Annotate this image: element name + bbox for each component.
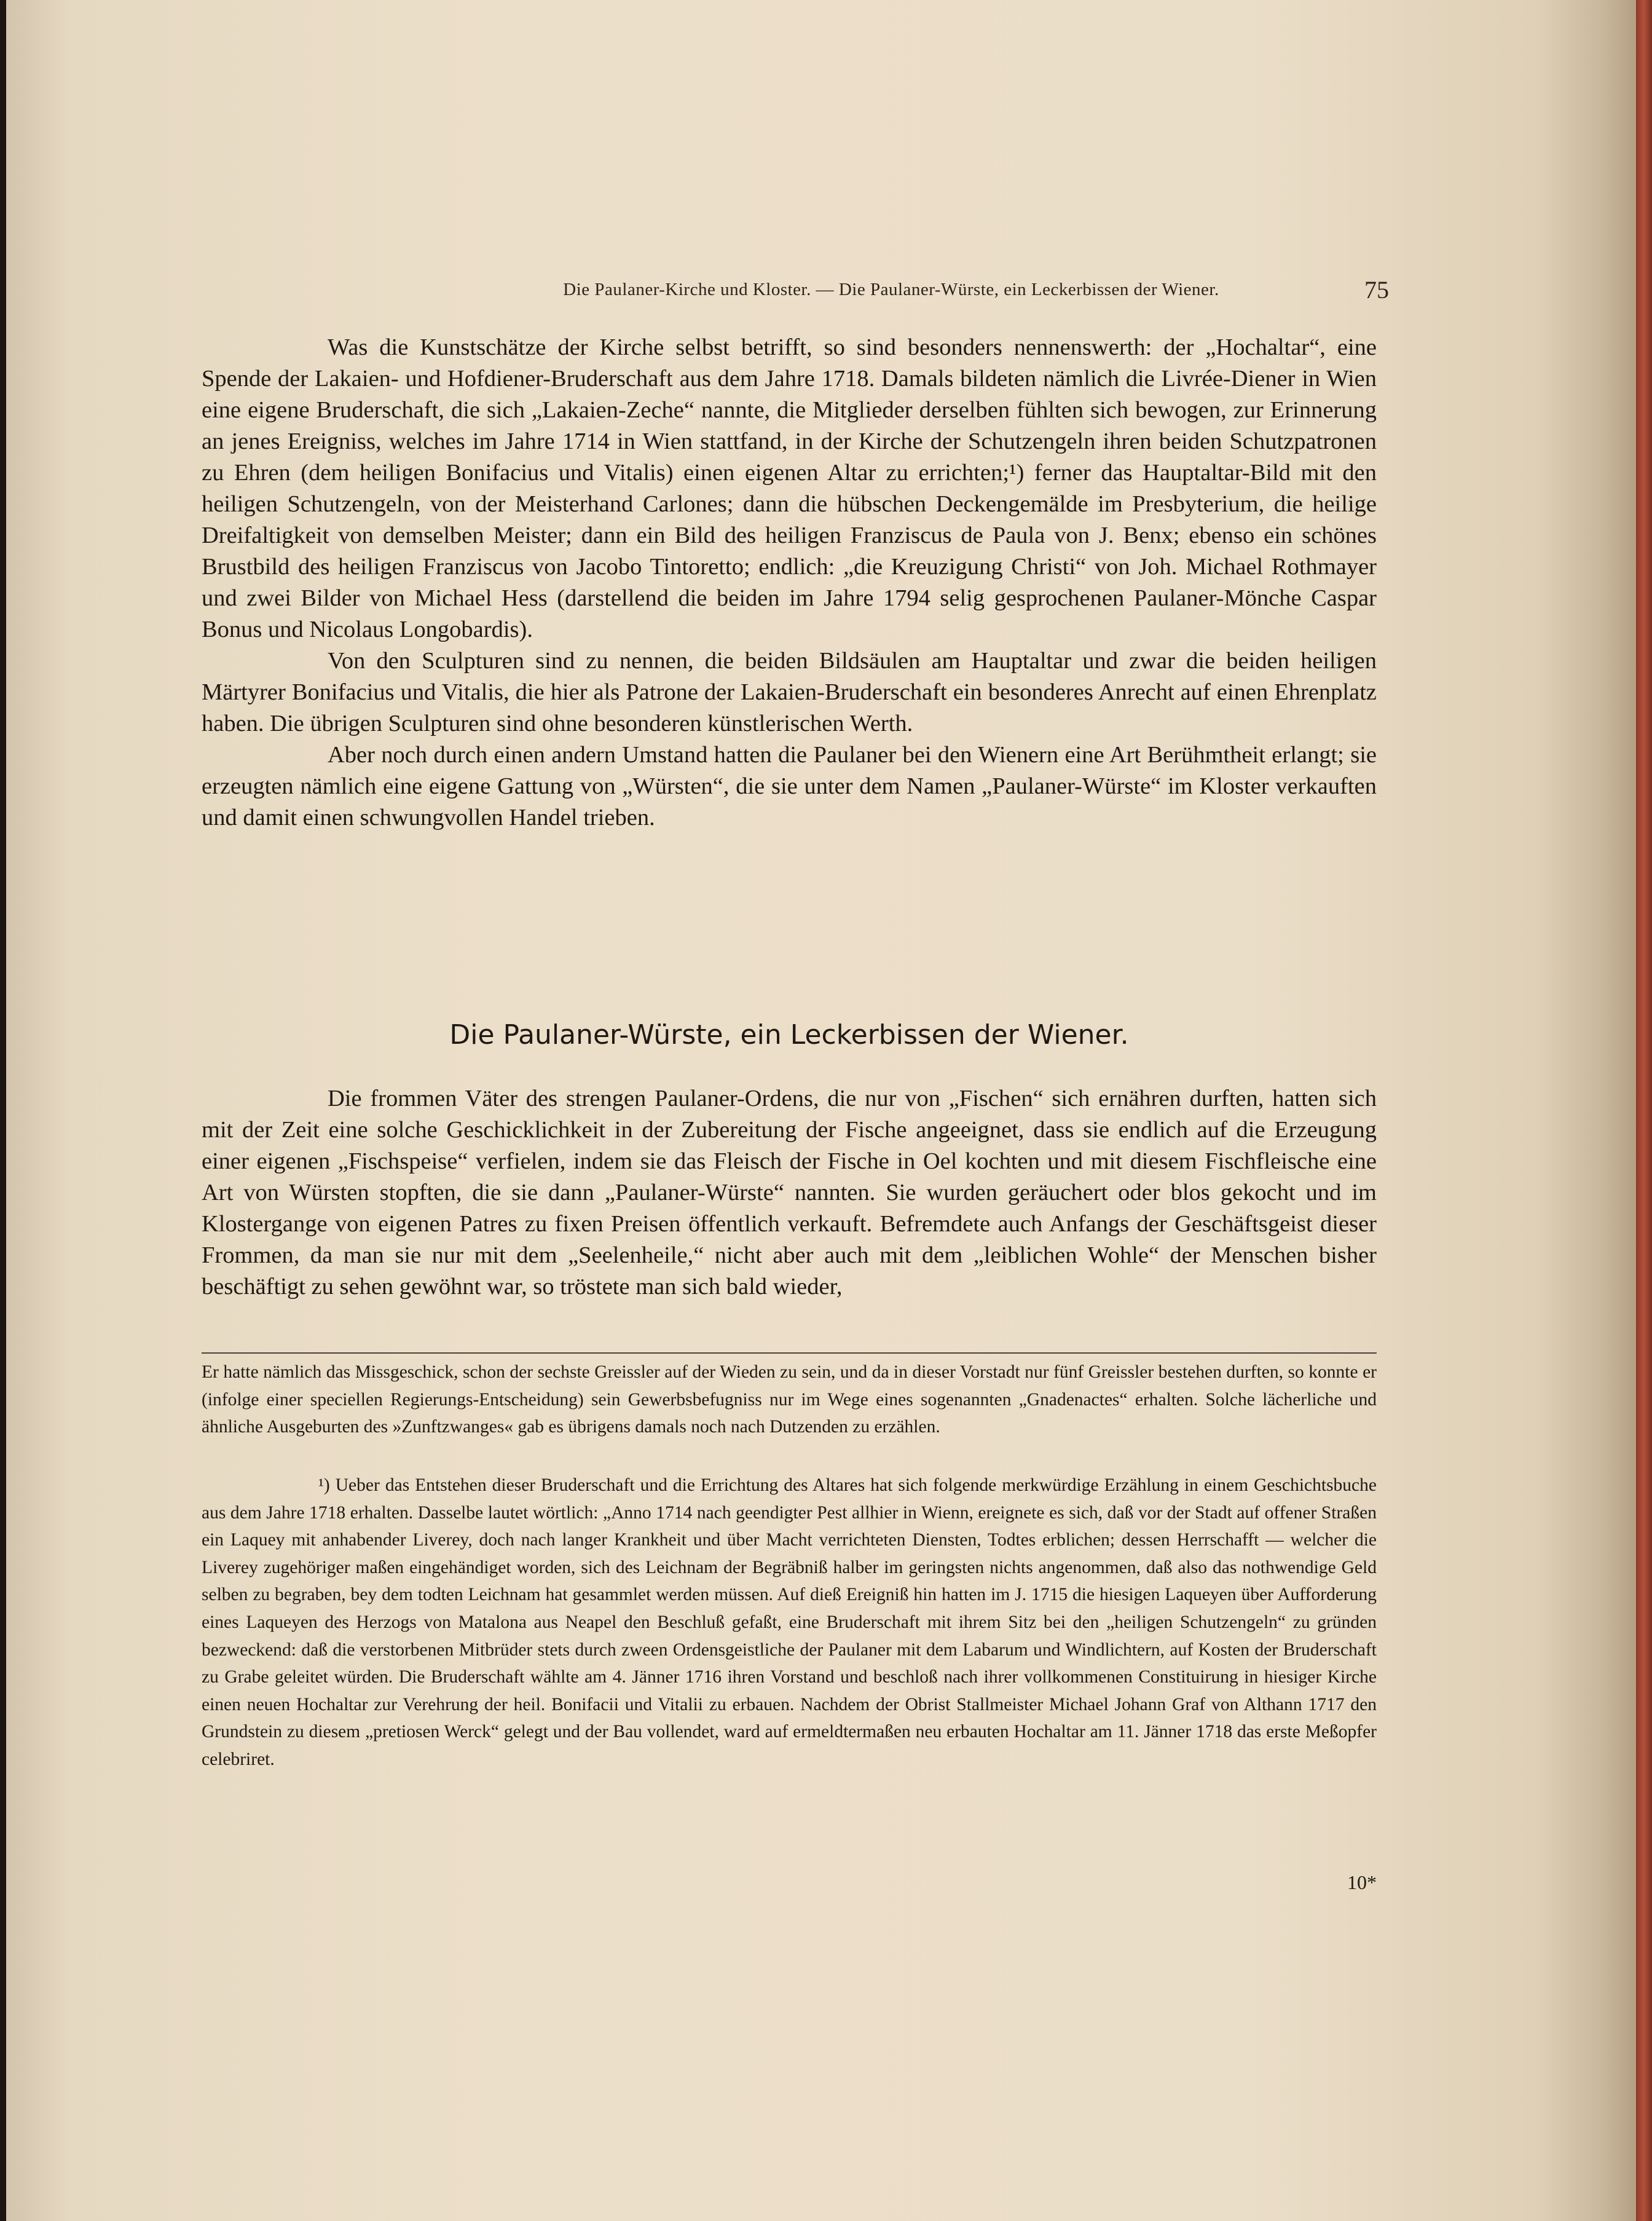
paragraph: Was die Kunstschätze der Kirche selbst betrifft, so sind besonders nennenswerth: der „Hochaltar“, eine Spende der Lakaien- und Hofdiener-Bruderschaft aus dem Jahre 1718. Damals bildeten nämlich die Livrée-Diener in Wien eine eigene Bruderschaft, die sich „Lakaien-Zeche“ nannte, die Mitglieder derselben fühlten sich bewogen, zur Erinnerung an jenes Ereigniss, welches im Jahre 1714 in Wien stattfand, in der Kirche der Schutzengeln ihren beiden Schutzpatronen zu Ehren (dem heiligen Bonifacius und Vitalis) einen eigenen Altar zu errichten;¹) ferner das Hauptaltar-Bild mit den heiligen Schutzengeln, von der Meisterhand Carlones; dann die hübschen Deckengemälde im Presbyterium, die heilige Dreifaltigkeit von demselben Meister; dann ein Bild des heiligen Franziscus de Paula von J. Benx; ebenso ein schönes Brustbild des heiligen Franziscus von Jacobo Tintoretto; endlich: „die Kreuzigung Christi“ von Joh. Michael Rothmayer und zwei Bilder von Michael Hess (darstellend die beiden im Jahre 1794 selig gesprochenen Paulaner-Mönche Caspar Bonus und Nicolaus Longobardis).: [202, 334, 1377, 642]
running-header: Die Paulaner-Kirche und Kloster. — Die Paulaner-Würste, ein Leckerbissen der Wiener.: [563, 280, 1219, 299]
page-number: 75: [1364, 276, 1389, 304]
footnote-1: [202, 1472, 1377, 1773]
footnote-continuation: [202, 1359, 1377, 1441]
section-kunstschaetze: [202, 332, 1377, 834]
footnote-text: Er hatte nämlich das Missgeschick, schon der sechste Greissler auf der Wieden zu sein, und da in dieser Vorstadt nur fünf Greissler bestehen durften, so konnte er (infolge einer speciellen Regierungs-Entscheidung) sein Gewerbsbefugniss nur im Wege eines sogenannten „Gnadenactes“ erhalten. Solche lächerliche und ähnliche Ausgeburten des »Zunftzwanges« gab es übrigens damals noch nach Dutzenden zu erzählen.: [202, 1362, 1377, 1437]
paragraph: Die frommen Väter des strengen Paulaner-Ordens, die nur von „Fischen“ sich ernähren durften, hatten sich mit der Zeit eine solche Geschicklichkeit in der Zubereitung der Fische angeeignet, dass sie endlich auf die Erzeugung einer eigenen „Fischspeise“ verfielen, indem sie das Fleisch der Fische in Oel kochten und mit diesem Fischfleische eine Art von Würsten stopften, die sie dann „Paulaner-Würste“ nannten. Sie wurden geräuchert oder blos gekocht und im Klostergange von eigenen Patres zu fixen Preisen öffentlich verkauft. Befremdete auch Anfangs der Geschäftsgeist dieser Frommen, da man sie nur mit dem „Seelenheile,“ nicht aber auch mit dem „leiblichen Wohle“ der Menschen bisher beschäftigt zu sehen gewöhnt war, so tröstete man sich bald wieder,: [202, 1086, 1377, 1300]
page-edge: [1636, 0, 1652, 2221]
paragraph: Von den Sculpturen sind zu nennen, die beiden Bildsäulen am Hauptaltar und zwar die beiden heiligen Märtyrer Bonifacius und Vitalis, die hier als Patrone der Lakaien-Bruderschaft ein besonderes Anrecht auf einen Ehrenplatz haben. Die übrigen Sculpturen sind ohne besonderen künstlerischen Werth.: [202, 648, 1377, 736]
paragraph: Aber noch durch einen andern Umstand hatten die Paulaner bei den Wienern eine Art Berühmtheit erlangt; sie erzeugten nämlich eine eigene Gattung von „Würsten“, die sie unter dem Namen „Paulaner-Würste“ im Kloster verkauften und damit einen schwungvollen Handel trieben.: [202, 742, 1377, 830]
footnote-rule: [202, 1352, 1377, 1354]
section-heading: Die Paulaner-Würste, ein Leckerbissen der Wiener.: [449, 1019, 1129, 1051]
footnote-text: ¹) Ueber das Entstehen dieser Bruderschaft und die Errichtung des Altares hat sich folgende merkwürdige Erzählung in einem Geschichtsbuche aus dem Jahre 1718 erhalten. Dasselbe lautet wörtlich: „Anno 1714 nach geendigter Pest allhier in Wienn, ereignete es sich, daß vor der Stadt auf offener Straßen ein Laquey mit anhabender Liverey, doch nach langer Krankheit und über Macht verrichteten Diensten, Todtes erblichen; dessen Herrschafft — welcher die Liverey zugehöriger maßen eingehändiget worden, sich des Leichnam der Begräbniß halber im geringsten nichts angenommen, daß also das nothwendige Geld selben zu begraben, bey dem todten Leichnam hat gesammlet werden müssen. Auf dieß Ereigniß hin hatten im J. 1715 die hiesigen Laqueyen über Aufforderung eines Laqueyen des Herzogs von Matalona aus Neapel den Beschluß gefaßt, eine Bruderschaft mit ihrem Sitz bei den „heiligen Schutzengeln“ zu gründen bezweckend: daß die verstorbenen Mitbrüder stets durch zween Ordensgeistliche der Paulaner mit dem Labarum und Windlichtern, auf Kosten der Bruderschaft zu Grabe geleitet würden. Die Bruderschaft wählte am 4. Jänner 1716 ihren Vorstand und beschloß nach ihrer vollkommenen Constituirung in hiesiger Kirche einen neuen Hochaltar zur Verehrung der heil. Bonifacii und Vitalii zu erbauen. Nachdem der Obrist Stallmeister Michael Johann Graf von Althann 1717 den Grundstein zu diesem „pretiosen Werck“ gelegt und der Bau vollendet, ward auf ermeldtermaßen neu erbauten Hochaltar am 11. Jänner 1718 das erste Meßopfer celebriret.: [202, 1475, 1377, 1769]
section-paulaner-wuerste: [202, 1083, 1377, 1303]
book-page: [6, 0, 1652, 2221]
signature-mark: 10*: [1347, 1871, 1377, 1893]
